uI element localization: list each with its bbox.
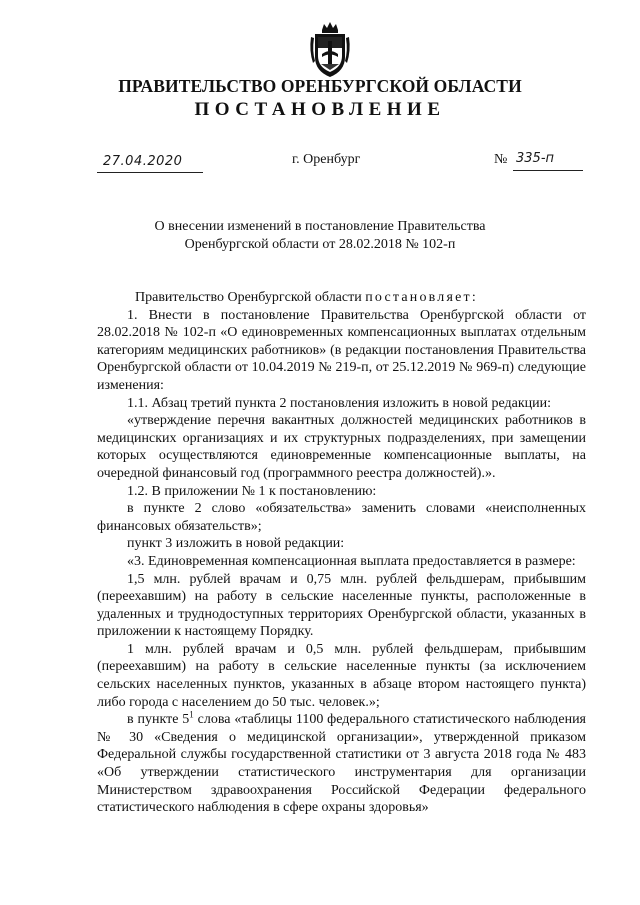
- number-underline: [513, 170, 583, 171]
- point-5-1-superscript: 1: [189, 709, 194, 720]
- handwritten-number: 335-п: [516, 151, 555, 166]
- preamble-text: Правительство Оренбургской области: [135, 290, 366, 305]
- paragraph-point-2: в пункте 2 слово «обязательства» заменить словами «неисполненных финансовых обязательств»;: [97, 501, 586, 534]
- paragraph-amount-1: 1,5 млн. рублей врачам и 0,75 млн. рублей фельдшерам, прибывшим (переехавшим) на работу в сельские населенные пункты, расположенные в удаленных и труднодоступных территориях Оренбургской области, указанных в приложении к настоящему Порядку.: [97, 571, 586, 640]
- subject-line-2: Оренбургской области от 28.02.2018 № 102-п: [184, 237, 456, 252]
- date-underline: [97, 172, 203, 173]
- subject-line-1: О внесении изменений в постановление Правительства: [154, 219, 486, 234]
- point-5-1-prefix: в пункте 5: [127, 712, 190, 728]
- paragraph-quote-3: «3. Единовременная компенсационная выплата предоставляется в размере:: [127, 553, 576, 569]
- paragraph-1: 1. Внести в постановление Правительства Оренбургской области от 28.02.2018 № 102-п «О единовременных компенсационных выплатах отдельным категориям медицинских работников» (в редакции постановления Правительства Оренбургской области от 10.04.2019 № 219-п, от 25.12.2019 № 969-п) следующие изменения:: [97, 307, 586, 393]
- paragraph-1-1: 1.1. Абзац третий пункта 2 постановления изложить в новой редакции:: [127, 395, 552, 411]
- document-type: ПОСТАНОВЛЕНИЕ: [194, 99, 446, 120]
- document-number: [494, 149, 584, 175]
- coat-of-arms-icon: [307, 21, 353, 79]
- handwritten-date: 27.04.2020: [103, 154, 183, 169]
- point-5-1-text: слова «таблицы 1100 федерального статистического наблюдения № 30 «Сведения о медицинской организации», утвержденной приказом Федеральной службы государственной статистики от 3 августа 2018 года № 483 «Об утверждении статистического инструментария для организации Министерством здравоохранения Российской Федерации федерального статистического наблюдения в сфере охраны здоровья»: [97, 712, 586, 816]
- document-date: [97, 151, 203, 177]
- document-subject: [0, 218, 640, 254]
- document-body: [97, 289, 586, 817]
- paragraph-point-3: пункт 3 изложить в новой редакции:: [127, 536, 345, 552]
- paragraph-1-2: 1.2. В приложении № 1 к постановлению:: [127, 483, 377, 499]
- government-name: ПРАВИТЕЛЬСТВО ОРЕНБУРГСКОЙ ОБЛАСТИ: [118, 76, 522, 96]
- paragraph-point-5-1: [97, 711, 586, 817]
- paragraph-quote-1: «утверждение перечня вакантных должностей медицинских работников в медицинских организациях и их структурных подразделениях, при замещении которых осуществляются единовременные компенсационные выплаты, на очередной финансовый год (программного реестра должностей).».: [97, 413, 586, 481]
- number-sign: №: [494, 152, 508, 167]
- preamble: [97, 289, 586, 307]
- paragraph-amount-2: 1 млн. рублей врачам и 0,5 млн. рублей фельдшерам, прибывшим (переехавшим) на работу в сельские населенные пункты (за исключением сельских населенных пунктов, указанных в абзаце втором настоящего пункта) либо города с населением до 50 тыс. человек.»;: [97, 641, 586, 710]
- preamble-verb: постановляет:: [365, 290, 478, 305]
- document-city: г. Оренбург: [292, 152, 361, 167]
